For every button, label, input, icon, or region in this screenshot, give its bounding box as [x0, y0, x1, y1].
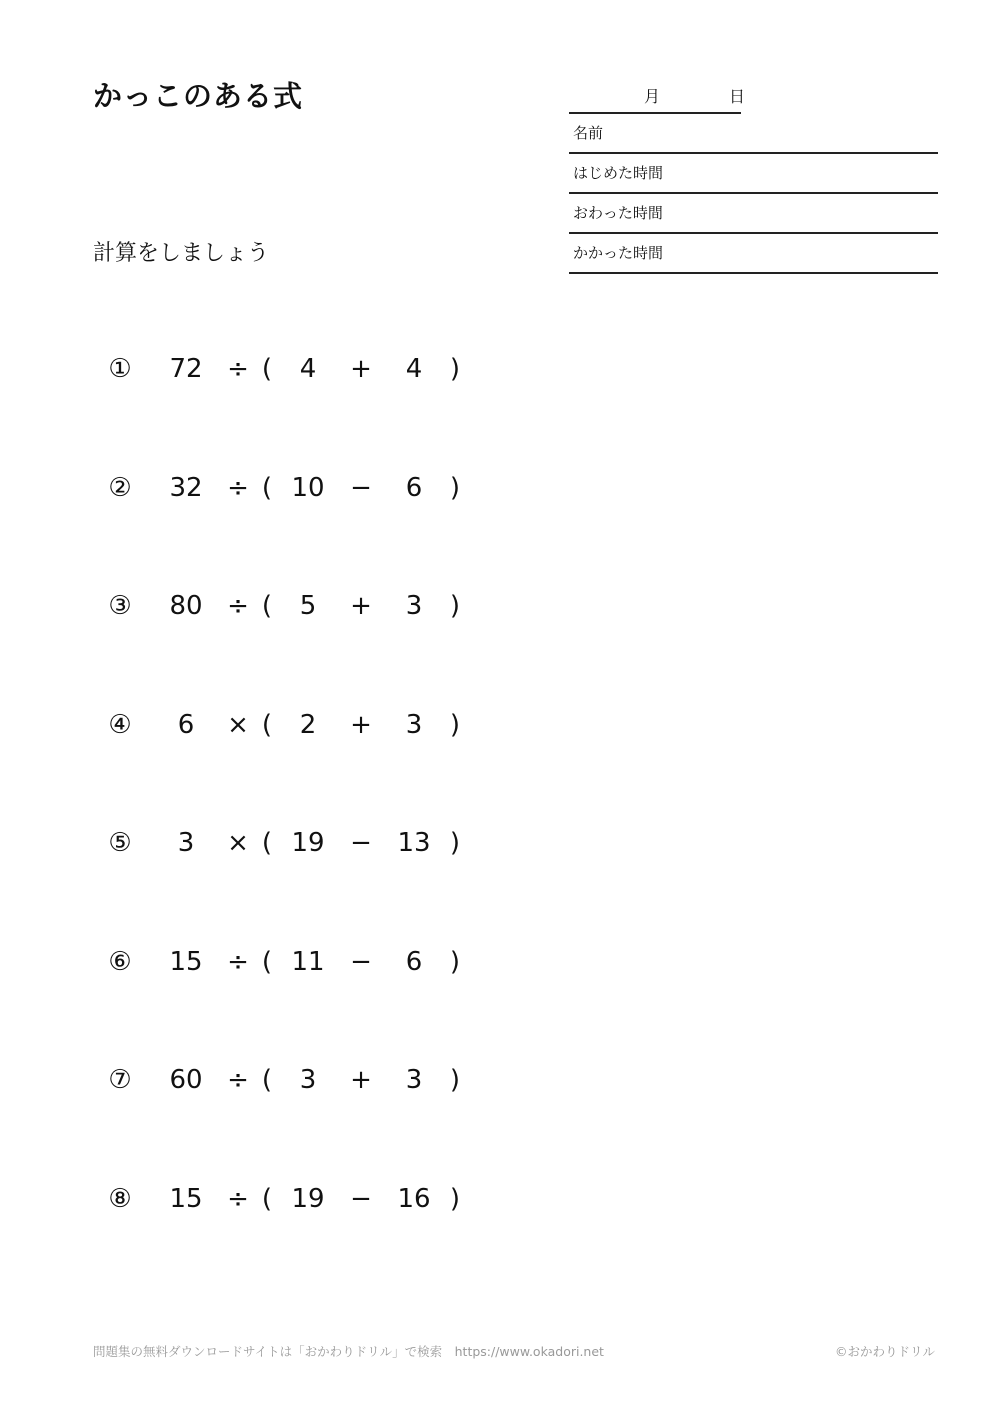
- operand-a: 15: [169, 946, 203, 977]
- operand-c: 3: [405, 591, 423, 621]
- problem-row: [0, 828, 600, 868]
- day-label: 日: [729, 87, 746, 106]
- operand-c: 6: [405, 946, 423, 977]
- left-paren: (: [261, 946, 273, 977]
- operator-2: −: [350, 472, 372, 503]
- operator-1: ×: [227, 709, 249, 740]
- operand-c: 4: [405, 354, 423, 384]
- right-paren: ): [449, 946, 461, 977]
- operator-1: ÷: [227, 1183, 249, 1214]
- name-field[interactable]: [569, 114, 938, 154]
- operand-b: 19: [291, 1183, 325, 1214]
- month-label: 月: [644, 87, 661, 106]
- operator-2: −: [350, 946, 372, 977]
- operator-1: ÷: [227, 946, 249, 977]
- right-paren: ): [449, 472, 461, 503]
- end-time-label: おわった時間: [573, 204, 663, 222]
- problem-row: [0, 710, 600, 750]
- operator-2: +: [350, 709, 372, 740]
- problem-row: [0, 354, 600, 394]
- problem-number: ⑤: [108, 828, 132, 858]
- operator-1: ÷: [227, 472, 249, 503]
- right-paren: ): [449, 1065, 461, 1095]
- operand-b: 3: [299, 1065, 317, 1095]
- problem-row: [0, 1184, 600, 1224]
- problem-number: ①: [108, 354, 132, 384]
- operator-1: ÷: [227, 354, 249, 384]
- operand-c: 13: [397, 828, 431, 858]
- left-paren: (: [261, 828, 273, 858]
- info-box: [569, 80, 938, 274]
- left-paren: (: [261, 1183, 273, 1214]
- right-paren: ): [449, 1183, 461, 1214]
- right-paren: ): [449, 709, 461, 740]
- operator-2: +: [350, 591, 372, 621]
- operator-1: ÷: [227, 591, 249, 621]
- problem-number: ⑧: [108, 1183, 132, 1214]
- operator-2: −: [350, 828, 372, 858]
- left-paren: (: [261, 354, 273, 384]
- operand-a: 72: [169, 354, 203, 384]
- operator-1: ÷: [227, 1065, 249, 1095]
- operator-2: +: [350, 1065, 372, 1095]
- right-paren: ): [449, 354, 461, 384]
- operand-c: 6: [405, 472, 423, 503]
- left-paren: (: [261, 709, 273, 740]
- operand-b: 10: [291, 472, 325, 503]
- operand-b: 2: [299, 709, 317, 740]
- end-time-field[interactable]: [569, 194, 938, 234]
- left-paren: (: [261, 591, 273, 621]
- footer-copyright: ©おかわりドリル: [834, 1344, 935, 1359]
- operand-a: 80: [169, 591, 203, 621]
- start-time-field[interactable]: [569, 154, 938, 194]
- left-paren: (: [261, 472, 273, 503]
- footer-note: 問題集の無料ダウンロードサイトは「おかわりドリル」で検索 https://www.okadori.net: [93, 1344, 604, 1359]
- instruction-text: 計算をしましょう: [93, 241, 270, 266]
- problem-row: [0, 1065, 600, 1105]
- operand-a: 6: [177, 709, 195, 740]
- operand-b: 19: [291, 828, 325, 858]
- right-paren: ): [449, 828, 461, 858]
- operator-2: +: [350, 354, 372, 384]
- operand-a: 15: [169, 1183, 203, 1214]
- operand-c: 3: [405, 709, 423, 740]
- problem-number: ④: [108, 709, 132, 740]
- problem-number: ⑦: [108, 1065, 132, 1095]
- right-paren: ): [449, 591, 461, 621]
- problem-number: ②: [108, 472, 132, 503]
- problem-row: [0, 591, 600, 631]
- problem-row: [0, 947, 600, 987]
- name-label: 名前: [573, 124, 604, 142]
- operator-1: ×: [227, 828, 249, 858]
- operand-a: 3: [177, 828, 195, 858]
- problem-row: [0, 473, 600, 513]
- page-title: かっこのある式: [93, 79, 304, 113]
- operand-b: 5: [299, 591, 317, 621]
- operand-a: 32: [169, 472, 203, 503]
- elapsed-time-label: かかった時間: [573, 244, 664, 262]
- problem-number: ⑥: [108, 946, 132, 977]
- operand-b: 4: [299, 354, 317, 384]
- elapsed-time-field[interactable]: [569, 234, 938, 274]
- operand-c: 3: [405, 1065, 423, 1095]
- operand-a: 60: [169, 1065, 203, 1095]
- start-time-label: はじめた時間: [573, 164, 664, 182]
- operand-b: 11: [291, 946, 325, 977]
- operator-2: −: [350, 1183, 372, 1214]
- operand-c: 16: [397, 1183, 431, 1214]
- problem-number: ③: [108, 591, 132, 621]
- date-row: [569, 80, 746, 114]
- left-paren: (: [261, 1065, 273, 1095]
